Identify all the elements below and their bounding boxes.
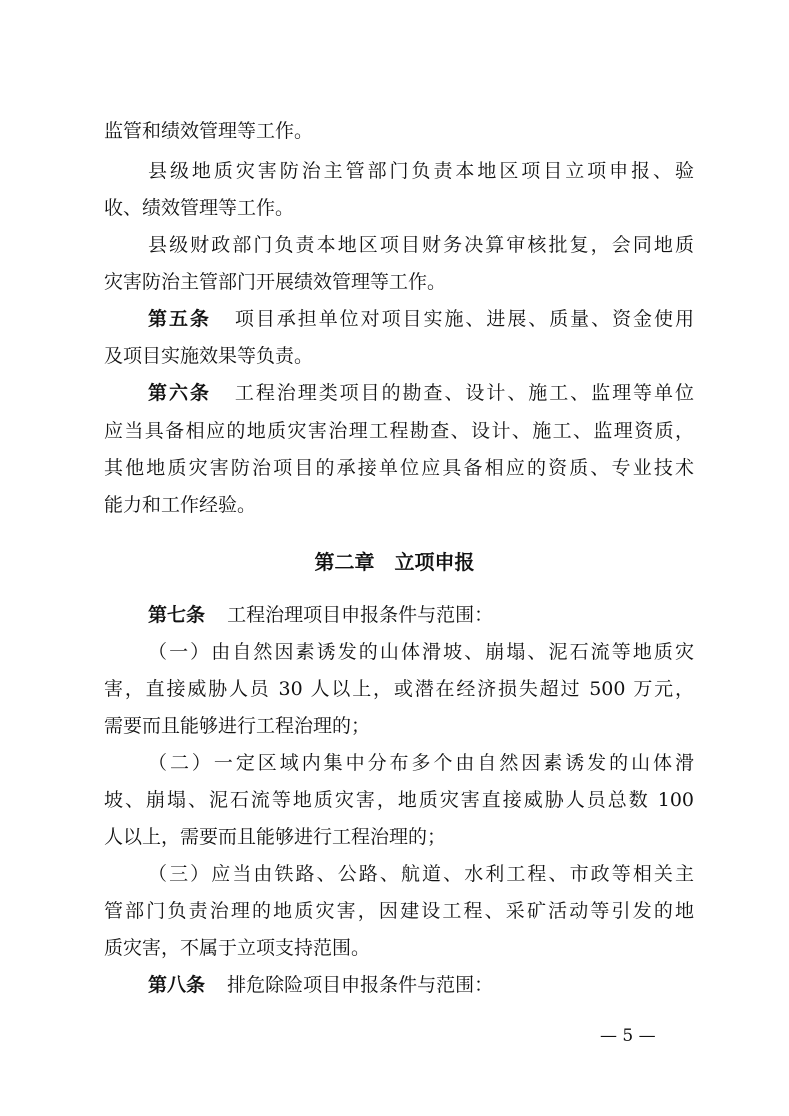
- text-line: 排危除险项目申报条件与范围：: [227, 974, 494, 996]
- chapter-heading: [0, 546, 789, 575]
- article-heading: 第八条: [148, 974, 206, 996]
- chapter-title: 立项申报: [394, 550, 475, 574]
- article-8-line: [148, 972, 694, 998]
- chapter-number: 第二章: [314, 550, 375, 574]
- text-line: （二）一定区域内集中分布多个由自然因素诱发的山体滑: [148, 752, 694, 774]
- text-line: 灾害防治主管部门开展绩效管理等工作。: [104, 271, 447, 293]
- text-line: 县级财政部门负责本地区项目财务决算审核批复，会同地质: [148, 234, 694, 256]
- text-line: 工程治理类项目的勘查、设计、施工、监理等单位: [234, 382, 694, 404]
- text-line: 县级地质灾害防治主管部门负责本地区项目立项申报、验: [148, 160, 694, 182]
- text-line: 项目承担单位对项目实施、进展、质量、资金使用: [234, 308, 694, 330]
- text-line: 及项目实施效果等负责。: [104, 345, 314, 367]
- text-line: 应当具备相应的地质灾害治理工程勘查、设计、施工、监理资质，: [104, 420, 694, 442]
- text-line: 坡、崩塌、泥石流等地质灾害，地质灾害直接威胁人员总数 100: [104, 789, 694, 811]
- text-line: 管部门负责治理的地质灾害，因建设工程、采矿活动等引发的地: [104, 900, 694, 922]
- article-5-line: [148, 306, 694, 332]
- article-6-line: [148, 380, 694, 406]
- text-line: 质灾害，不属于立项支持范围。: [104, 937, 371, 959]
- article-heading: 第五条: [148, 308, 211, 330]
- text-line: 收、绩效管理等工作。: [104, 197, 295, 219]
- text-line: 能力和工作经验。: [104, 494, 257, 516]
- text-line: 监管和绩效管理等工作。: [104, 120, 314, 142]
- article-heading: 第六条: [148, 382, 211, 404]
- text-line: 其他地质灾害防治项目的承接单位应具备相应的资质、专业技术: [104, 457, 694, 479]
- text-line: （一）由自然因素诱发的山体滑坡、崩塌、泥石流等地质灾: [148, 641, 694, 663]
- page-number: — 5 —: [600, 1026, 656, 1046]
- text-line: 人以上，需要而且能够进行工程治理的；: [104, 826, 447, 848]
- article-heading: 第七条: [148, 604, 206, 626]
- text-line: 害，直接威胁人员 30 人以上，或潜在经济损失超过 500 万元，: [104, 678, 694, 700]
- text-line: 需要而且能够进行工程治理的；: [104, 715, 371, 737]
- article-7-line: [148, 602, 694, 628]
- text-line: （三）应当由铁路、公路、航道、水利工程、市政等相关主: [148, 863, 694, 885]
- text-line: 工程治理项目申报条件与范围：: [227, 604, 494, 626]
